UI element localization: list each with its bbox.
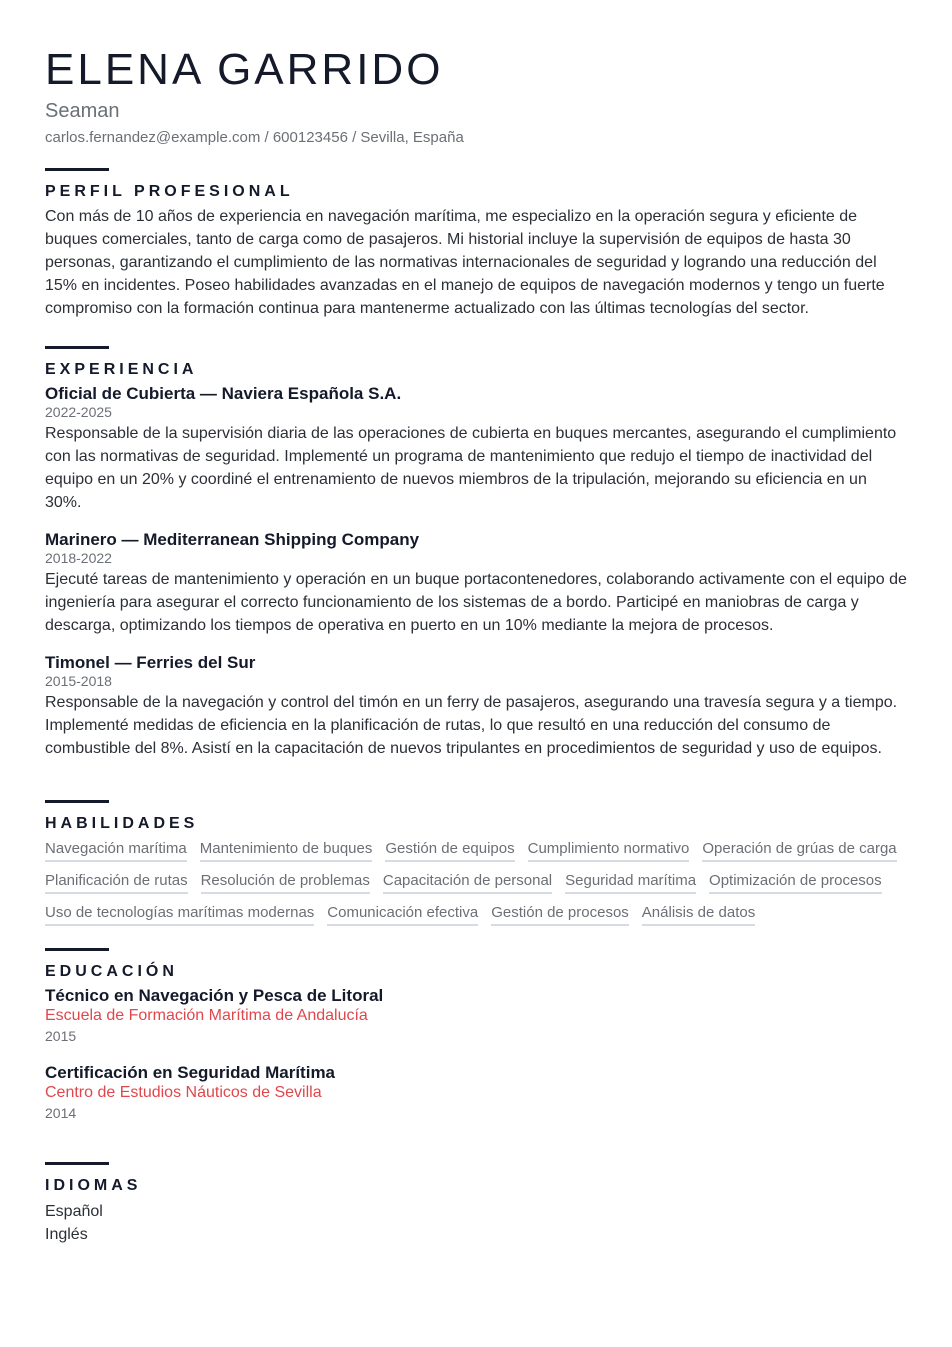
job-dates: 2015-2018 (45, 673, 112, 689)
languages-list (45, 1200, 907, 1246)
education-year: 2014 (45, 1105, 77, 1121)
education-year: 2015 (45, 1028, 77, 1044)
skill-tag: Cumplimiento normativo (528, 839, 690, 862)
education-school: Centro de Estudios Náuticos de Sevilla (45, 1084, 322, 1101)
skill-tag: Resolución de problemas (201, 871, 370, 894)
skill-tag: Gestión de equipos (385, 839, 514, 862)
section-divider (45, 1162, 109, 1165)
section-heading-experience: EXPERIENCIA (45, 361, 198, 378)
education-degree: Certificación en Seguridad Marítima (45, 1063, 336, 1082)
skill-tag: Gestión de procesos (491, 903, 629, 926)
resume-header (45, 44, 907, 148)
candidate-title: Seaman (45, 100, 120, 122)
job-dates: 2022-2025 (45, 404, 112, 420)
job-entry (45, 384, 907, 514)
skill-tag: Mantenimiento de buques (200, 839, 373, 862)
skills-list (45, 839, 915, 926)
section-skills (45, 800, 907, 926)
education-entry (45, 1063, 907, 1124)
skill-tag: Optimización de procesos (709, 871, 882, 894)
job-title: Marinero — Mediterranean Shipping Company (45, 530, 420, 549)
education-degree: Técnico en Navegación y Pesca de Litoral (45, 986, 384, 1005)
language-item: Español (45, 1203, 103, 1220)
job-dates: 2018-2022 (45, 550, 112, 566)
language-item: Inglés (45, 1226, 88, 1243)
section-divider (45, 168, 109, 171)
section-divider (45, 948, 109, 951)
section-heading-profile: PERFIL PROFESIONAL (45, 183, 294, 200)
section-heading-education: EDUCACIÓN (45, 963, 178, 980)
education-school: Escuela de Formación Marítima de Andalucía (45, 1007, 368, 1024)
section-divider (45, 346, 109, 349)
section-heading-languages: IDIOMAS (45, 1177, 142, 1194)
skill-tag: Análisis de datos (642, 903, 755, 926)
section-divider (45, 800, 109, 803)
job-description: Ejecuté tareas de mantenimiento y operación en un buque portacontenedores, colaborando activamente con el equipo de ingeniería para asegurar el correcto funcionamiento de los sistemas de a bordo. Participé en maniobras de carga y descarga, optimizando los tiempos de operativa en puerto en un 10% mediante la mejora de procesos. (45, 571, 907, 634)
education-entry (45, 986, 907, 1047)
section-languages (45, 1162, 907, 1246)
skill-tag: Uso de tecnologías marítimas modernas (45, 903, 314, 926)
job-entry (45, 653, 907, 760)
contact-info: carlos.fernandez@example.com / 600123456 / Sevilla, España (45, 129, 464, 146)
job-description: Responsable de la supervisión diaria de las operaciones de cubierta en buques mercantes, asegurando el cumplimiento con las normativas de seguridad. Implementé un programa de mantenimiento que redujo el tiempo de inactividad del equipo en un 20% y coordiné el entrenamiento de nuevos miembros de la tripulación, mejorando su eficiencia en un 30%. (45, 425, 897, 511)
section-education (45, 948, 907, 1124)
profile-summary: Con más de 10 años de experiencia en navegación marítima, me especializo en la operación segura y eficiente de buques comerciales, tanto de carga como de pasajeros. Mi historial incluye la supervisión de equipos de hasta 30 personas, garantizando el cumplimiento de las normativas internacionales de seguridad y logrando una reducción del 15% en incidentes. Poseo habilidades avanzadas en el manejo de equipos de navegación modernos y tengo un fuerte compromiso con la formación continua para mantenerme actualizado con las últimas tecnologías del sector. (45, 208, 885, 317)
job-entry (45, 530, 907, 637)
skill-tag: Comunicación efectiva (327, 903, 478, 926)
job-description: Responsable de la navegación y control del timón en un ferry de pasajeros, asegurando una travesía segura y a tiempo. Implementé medidas de eficiencia en la planificación de rutas, lo que resultó en una reducción del consumo de combustible del 8%. Asistí en la capacitación de nuevos tripulantes en procedimientos de seguridad y uso de equipos. (45, 694, 898, 757)
job-title: Oficial de Cubierta — Naviera Española S.A. (45, 384, 402, 403)
job-title: Timonel — Ferries del Sur (45, 653, 256, 672)
skill-tag: Seguridad marítima (565, 871, 696, 894)
section-experience (45, 346, 907, 760)
skill-tag: Capacitación de personal (383, 871, 552, 894)
skill-tag: Operación de grúas de carga (702, 839, 896, 862)
section-profile (45, 168, 907, 320)
section-heading-skills: HABILIDADES (45, 815, 199, 832)
candidate-name: ELENA GARRIDO (45, 45, 444, 94)
skill-tag: Planificación de rutas (45, 871, 188, 894)
skill-tag: Navegación marítima (45, 839, 187, 862)
